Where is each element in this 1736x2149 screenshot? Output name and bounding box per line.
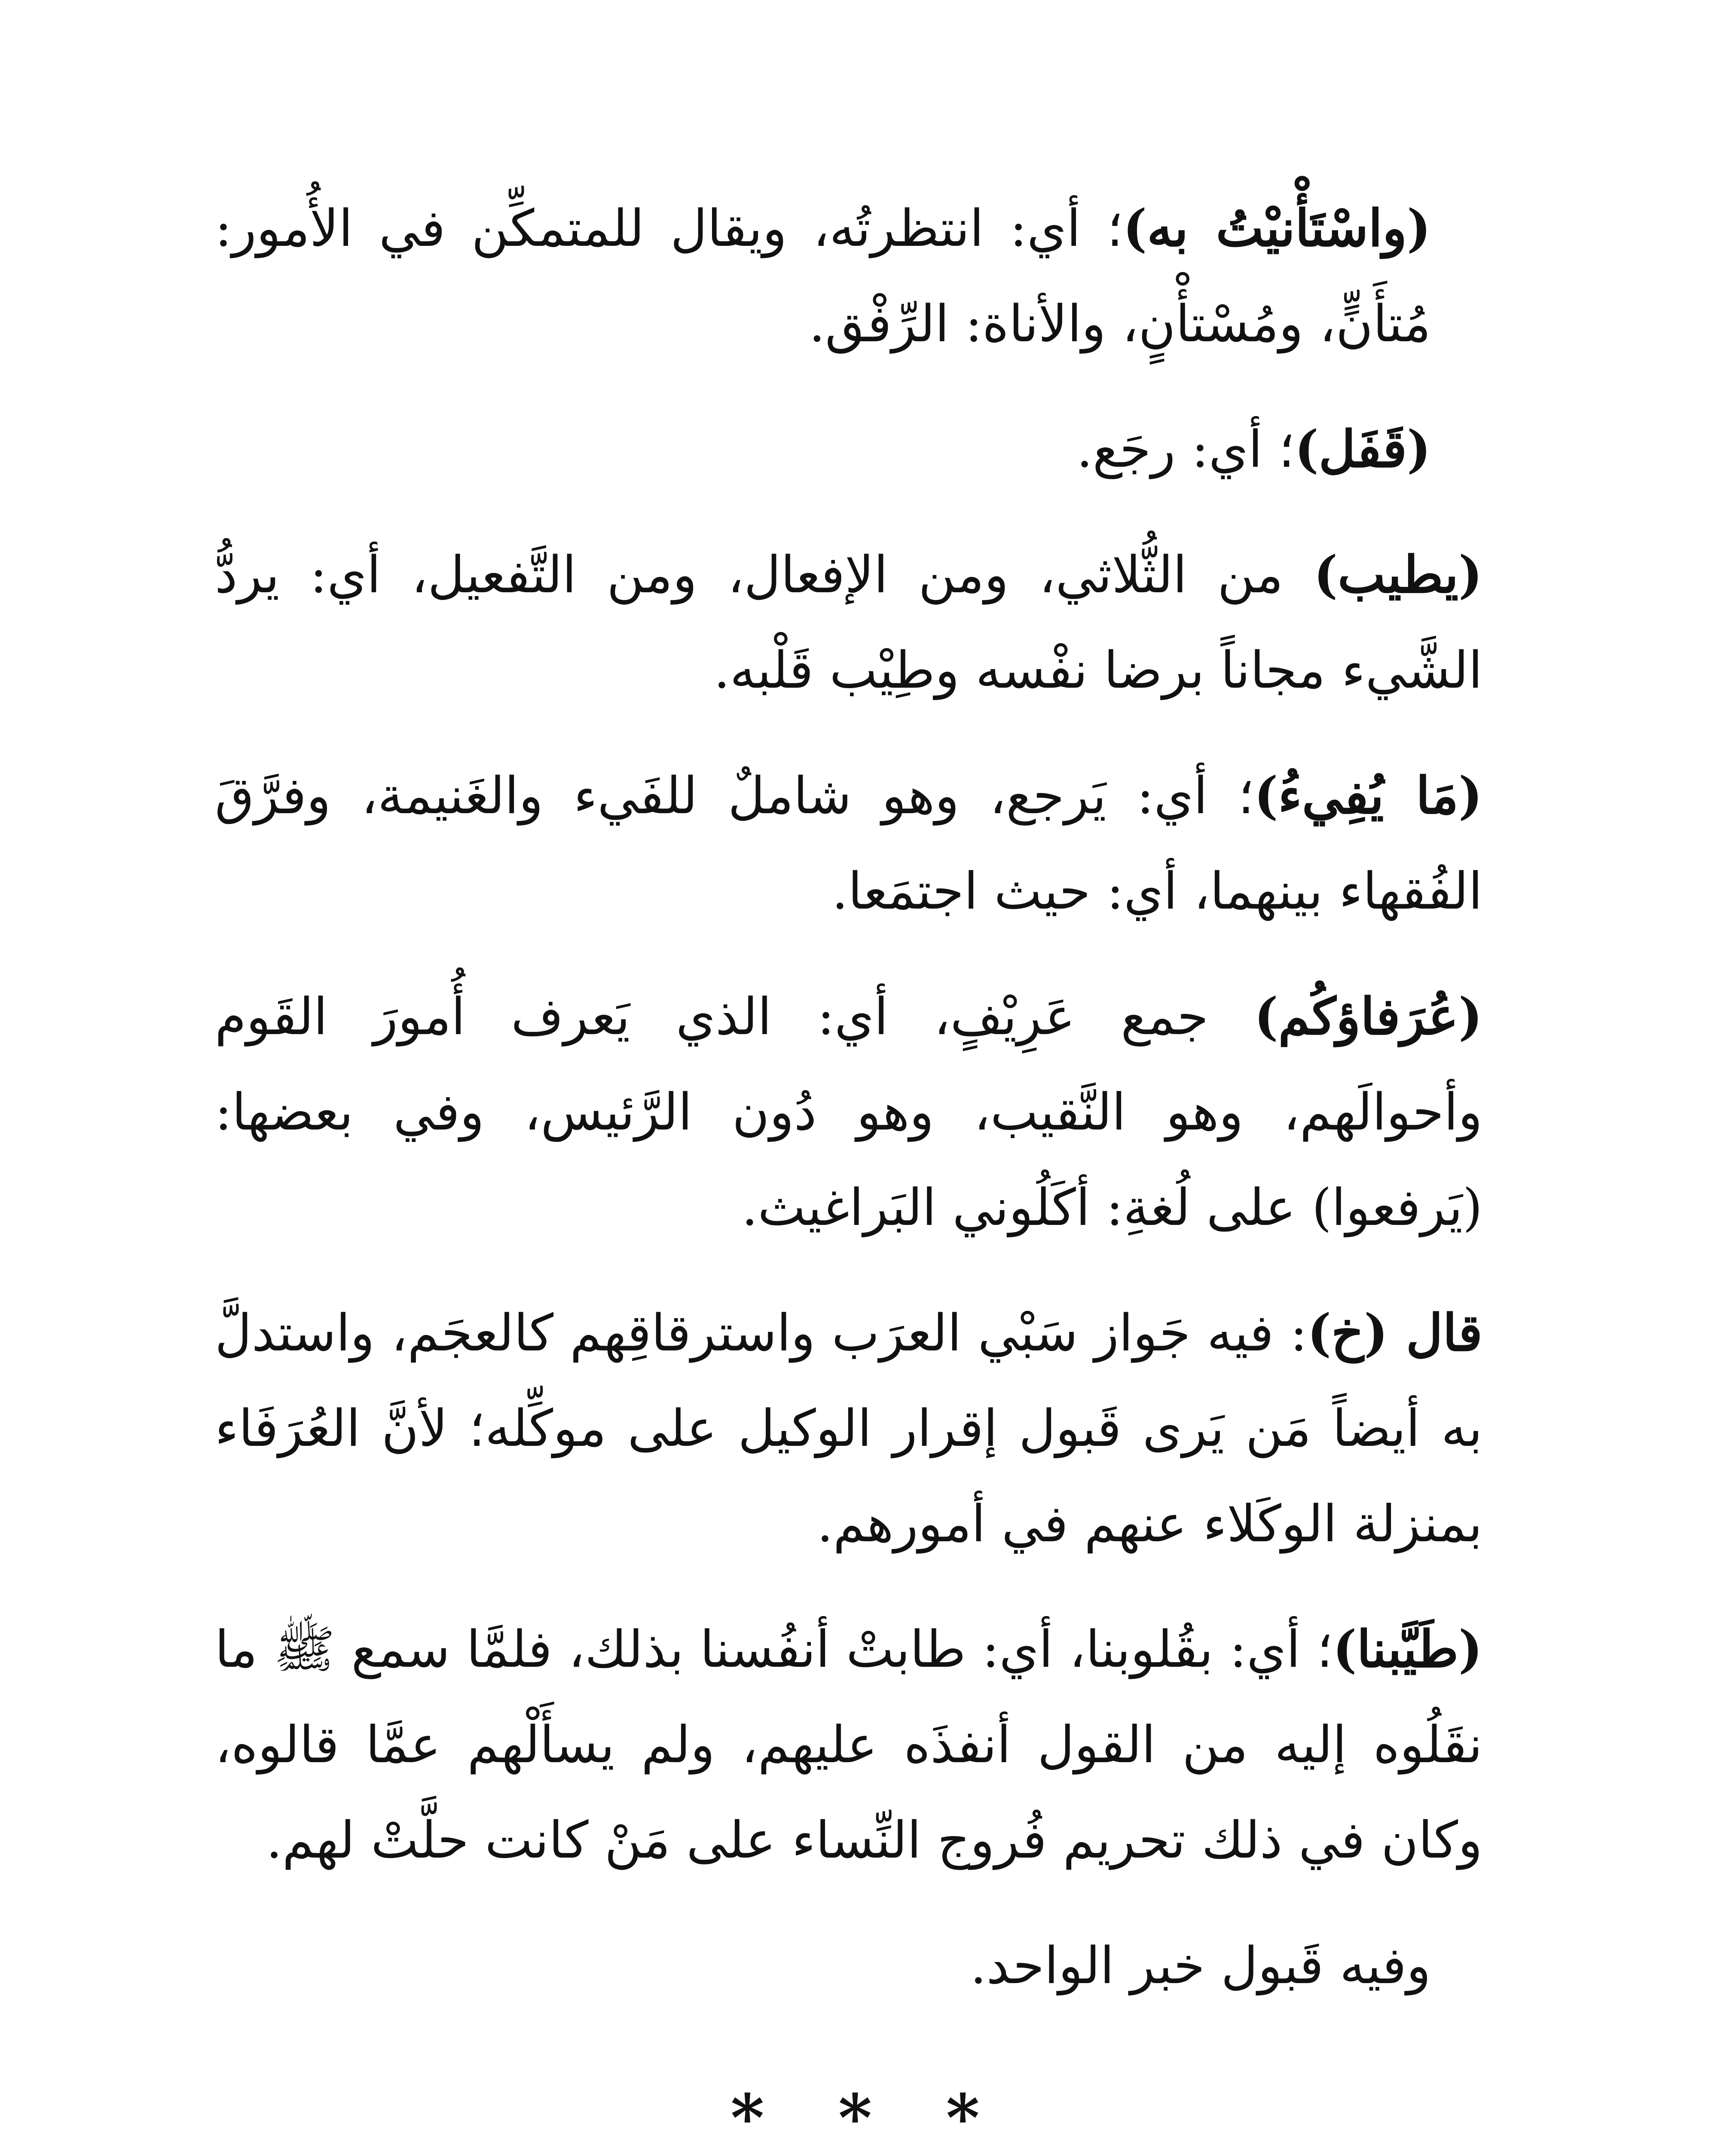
term-2: (قَفَل) (1294, 419, 1431, 479)
main-text (215, 181, 1482, 2043)
explanation-5: جمع عَرِيْفٍ، أي: الذي يَعرف أُمورَ القَوم وأحوالَهم، وهو النَّقيب، وهو دُون الرَّئيس، وفي بعضها: (يَرفعوا) على لُغةِ: أكَلُوني البَراغيث. (215, 987, 1482, 1237)
term-3: (يطيب) (1314, 545, 1482, 604)
term-7: (طَيَّبنا) (1333, 1619, 1482, 1679)
paragraph-4 (215, 748, 1482, 939)
explanation-4: ؛ أي: يَرجع، وهو شاملٌ للفَيء والغَنيمة، وفرَّقَ الفُقهاء بينهما، أي: حيث اجتمَعا. (215, 766, 1482, 921)
term-5: (عُرَفاؤكُم) (1254, 986, 1482, 1046)
paragraph-7 (215, 1601, 1482, 1888)
paragraph-3 (215, 527, 1482, 718)
term-6: قال (خ) (1307, 1303, 1482, 1362)
term-4: (مَا يُفِيءُ) (1254, 765, 1482, 825)
section-separator: * * * (730, 2080, 1006, 2149)
paragraph-5 (215, 969, 1482, 1255)
explanation-7: ؛ أي: بقُلوبنا، أي: طابتْ أنفُسنا بذلك، فلمَّا سمع ﷺ ما نقَلُوه إليه من القول أنفذَه عليهم، ولم يسأَلْهم عمَّا قالوه، وكان في ذلك تحريم فُروج النِّساء على مَنْ كانت حلَّتْ لهم. (215, 1619, 1482, 1870)
explanation-3: من الثُّلاثي، ومن الإفعال، ومن التَّفعيل، أي: يردُّ الشَّيء مجاناً برضا نفْسه وطِيْب قَلْبه. (215, 545, 1482, 700)
paragraph-6 (215, 1285, 1482, 1571)
paragraph-2 (215, 401, 1482, 497)
term-1: (واسْتَأْنيْتُ به) (1123, 198, 1431, 258)
explanation-1: ؛ أي: انتظرتُه، ويقال للمتمكِّن في الأُمور: مُتأَنٍّ، ومُسْتأْنٍ، والأناة: الرِّفْق. (215, 199, 1431, 353)
explanation-6: : فيه جَواز سَبْي العرَب واسترقاقِهم كالعجَم، واستدلَّ به أيضاً مَن يَرى قَبول إقرار الوكيل على موكِّله؛ لأنَّ العُرَفَاء بمنزلة الوكَلاء عنهم في أمورهم. (215, 1303, 1482, 1553)
explanation-2: ؛ أي: رجَع. (1076, 419, 1295, 479)
paragraph-1 (215, 181, 1482, 371)
explanation-8: وفيه قَبول خبر الواحد. (970, 1936, 1431, 1995)
paragraph-8 (215, 1918, 1482, 2013)
